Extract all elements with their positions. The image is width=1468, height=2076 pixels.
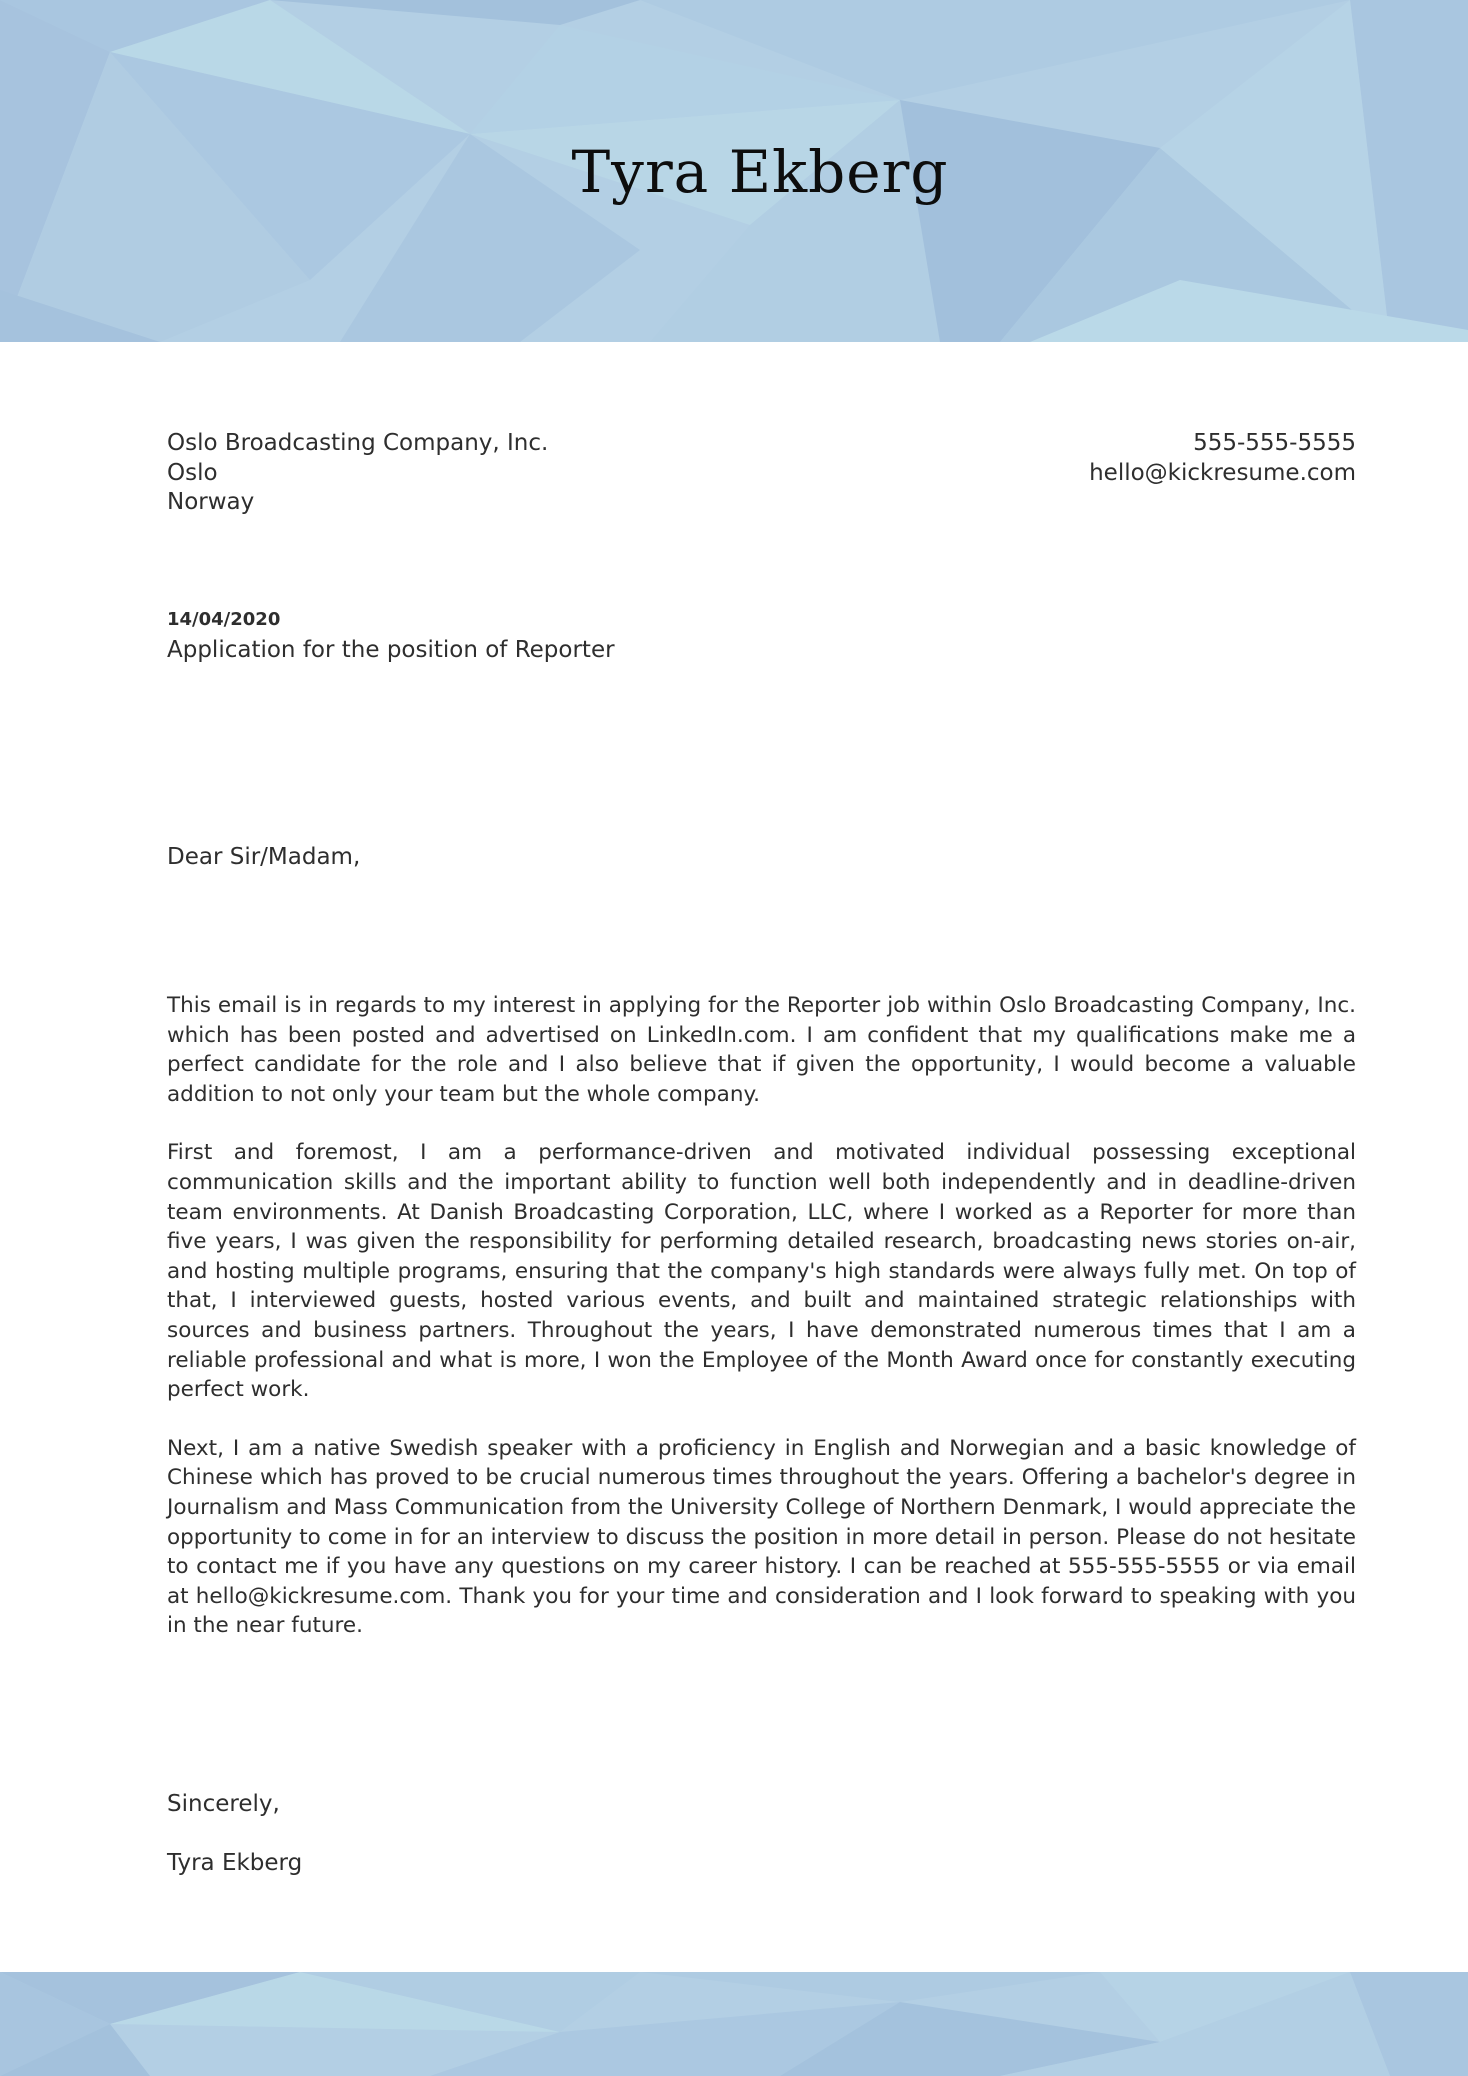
signature-name: Tyra Ekberg (167, 1850, 303, 1876)
phone-number: 555-555-5555 (1193, 430, 1356, 456)
body-paragraph: Next, I am a native Swedish speaker with a proficiency in English and Norwegian and a basic knowledge of Chinese which has proved to be crucial numerous times throughout the years. Offering a bachelor's degree in Journalism and Mass Communication from the University College of Northern Denmark, I would appreciate the opportunity to come in for an interview to discuss the position in more detail in person. Please do not hesitate to contact me if you have any questions on my career history. I can be reached at 555-555-5555 or via email at hello@kickresume.com. Thank you for your time and consideration and I look forward to speaking with you in the near future. (167, 1435, 1356, 1639)
header-banner (0, 0, 1468, 342)
body-paragraph: This email is in regards to my interest in applying for the Reporter job within Oslo Broadcasting Company, Inc. which has been posted and advertised on LinkedIn.com. I am confident that my qualifications make me a perfect candidate for the role and I also believe that if given the opportunity, I would become a valuable addition to not only your team but the whole company. (167, 993, 1356, 1107)
closing: Sincerely, (167, 1791, 280, 1817)
applicant-name: Tyra Ekberg (571, 138, 949, 206)
salutation: Dear Sir/Madam, (167, 844, 361, 870)
footer-banner (0, 1972, 1468, 2076)
footer-pattern (0, 1972, 1468, 2076)
letter-date: 14/04/2020 (167, 609, 281, 630)
letter-body (167, 991, 1356, 1670)
body-paragraph: First and foremost, I am a performance-driven and motivated individual possessing exceptional communication skills and the important ability to function well both independently and in deadline-driven team environments. At Danish Broadcasting Corporation, LLC, where I worked as a Reporter for more than five years, I was given the responsibility for performing detailed research, broadcasting news stories on-air, and hosting multiple programs, ensuring that the company's high standards were always fully met. On top of that, I interviewed guests, hosted various events, and built and maintained strategic relationships with sources and business partners. Throughout the years, I have demonstrated numerous times that I am a reliable professional and what is more, I won the Employee of the Month Award once for constantly executing perfect work. (167, 1140, 1356, 1403)
letter-subject: Application for the position of Reporter (167, 637, 615, 663)
recipient-company: Oslo Broadcasting Company, Inc. (167, 430, 549, 456)
email-address: hello@kickresume.com (1089, 459, 1356, 486)
recipient-city: Oslo (167, 459, 218, 486)
recipient-address (167, 429, 548, 518)
recipient-country: Norway (167, 489, 255, 515)
sender-contact (1089, 429, 1356, 488)
